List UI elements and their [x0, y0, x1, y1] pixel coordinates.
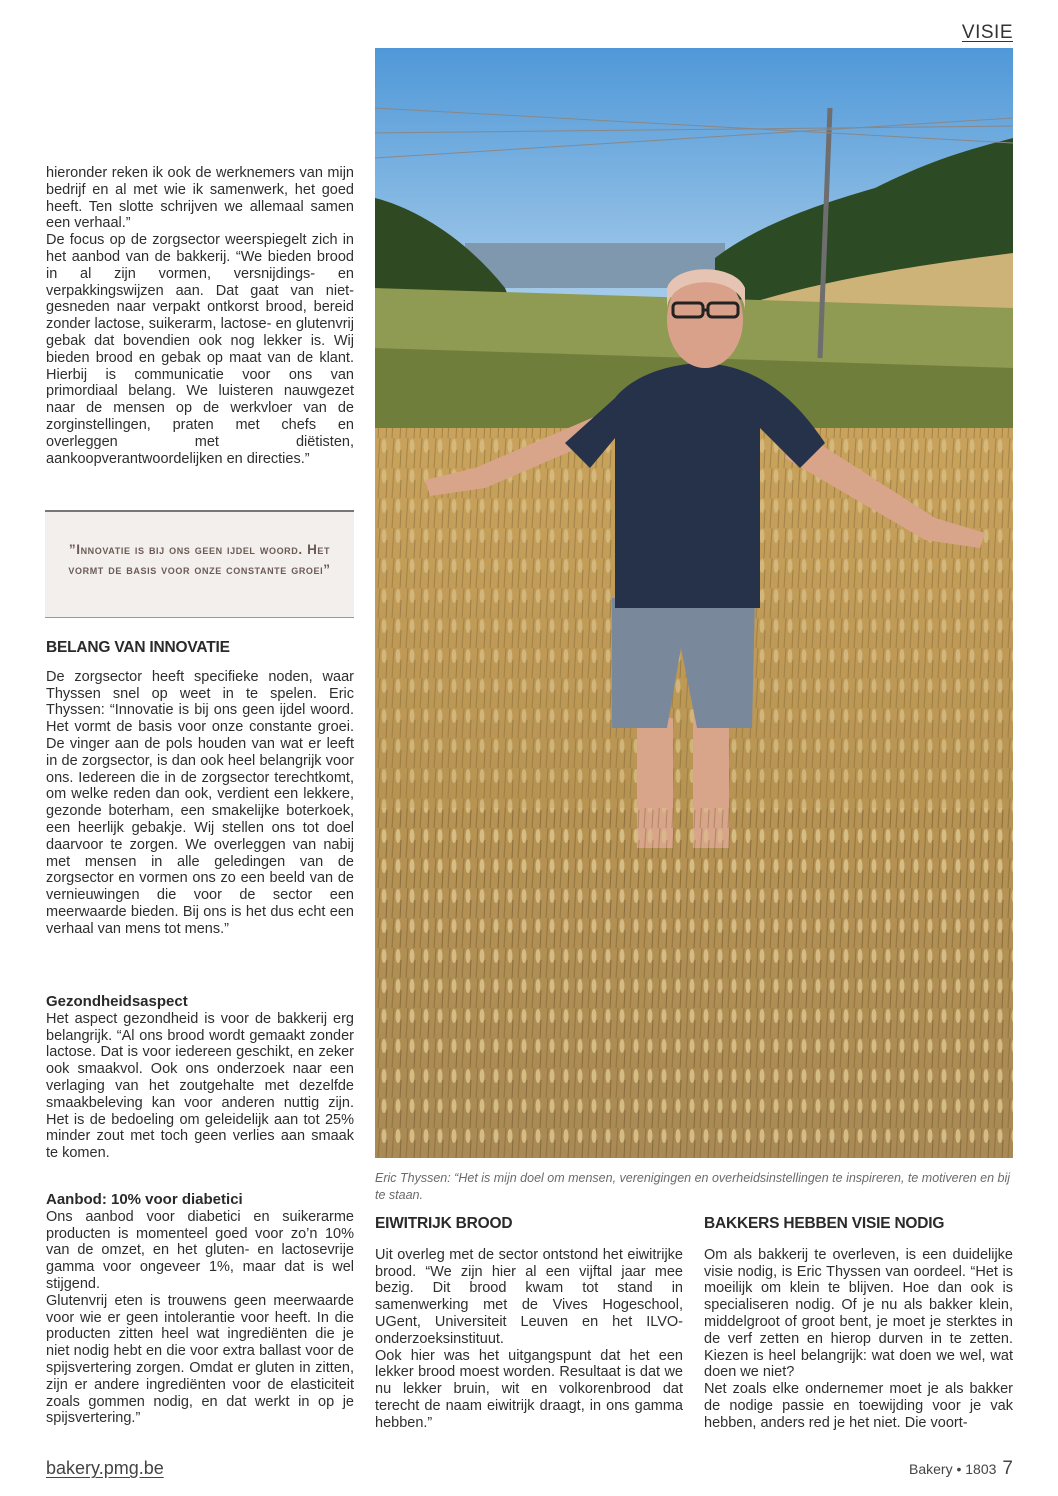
eiwitrijk-section [375, 1216, 683, 1432]
visie-paragraph: Net zoals elke ondernemer moet je als bakker de nodige passie en toewijding voor je vak hebben, anders red je het niet. Die voort- [704, 1381, 1013, 1431]
gezondheid-heading: Gezondheidsaspect [46, 993, 188, 1010]
photo-caption: Eric Thyssen: “Het is mijn doel om mensen, verenigingen en overheidsinstellingen te inspireren, te motiveren en bij te staan. [375, 1171, 1011, 1202]
visie-heading: BAKKERS HEBBEN VISIE NODIG [704, 1215, 945, 1232]
innovatie-text: De zorgsector heeft specifieke noden, waar Thyssen snel op weet in te spelen. Eric Thyssen: “Innovatie is bij ons geen ijdel woord. Het vormt de basis voor onze constante groei. De vinger aan de pols houden van wat er leeft in de zorgsector, is dan ook heel belangrijk voor ons. Iedereen die in de zorgsector terechtkomt, om welke reden dan ook, verdient een lekkere, gezonde boterham, een smakelijke boterkoek, een heerlijk gebakje. Wij stellen ons tot doel daarvoor te zorgen. We overleggen van nabij met mensen in alle geledingen van de zorgsector en vormen ons zo een beeld van de vernieuwingen die voor de sector een meerwaarde bieden. Bij ons is het dus echt een verhaal van mens tot mens.” [46, 668, 354, 937]
innovatie-section [46, 640, 354, 938]
magazine-issue: Bakery • 1803 [909, 1461, 997, 1477]
pull-quote: ”Innovatie is bij ons geen ijdel woord. Het vormt de basis voor onze constante groei” [45, 510, 354, 618]
visie-paragraph: Om als bakkerij te overleven, is een duidelijke visie nodig, is Eric Thyssen van oordeel. “Het is moeilijk om klein te blijven. Hoe dan ook is specialiseren nodig. Of je nu als bakker klein, middelgroot of groot bent, je moet je sterktes in de verf zetten en hierop durven in te zetten. Kiezen is heel belangrijk: wat doen we wel, wat doen we niet? [704, 1246, 1013, 1381]
website-link[interactable]: bakery.pmg.be [46, 1458, 164, 1478]
innovatie-heading: BELANG VAN INNOVATIE [46, 639, 230, 656]
aanbod-paragraph: Ons aanbod voor diabetici en suikerarme producten is momenteel goed voor zo’n 10% van de omzet, en het gluten- en lactosevrije gamma voor ongeveer 1%, maar dat is wel stijgend. [46, 1208, 354, 1292]
intro-paragraph: hieronder reken ik ook de werknemers van mijn bedrijf en al met wie ik samenwerk, het goed heeft. Ten slotte schrijven we allemaal samen een verhaal.” [46, 165, 354, 232]
photo-man-in-wheat-field [375, 48, 1013, 1158]
page-number: 7 [1002, 1458, 1013, 1479]
aanbod-heading: Aanbod: 10% voor diabetici [46, 1191, 243, 1208]
intro-text [46, 165, 354, 467]
section-tag: VISIE [961, 22, 1013, 43]
gezondheid-text: Het aspect gezondheid is voor de bakkerij erg belangrijk. “Al ons brood wordt gemaakt zonder lactose. Dat is voor iedereen geschikt, en zeker ook smaakvol. Ook ons onderzoek naar een verlaging van het zoutgehalte met dezelfde smaakbeleving kan voor anderen nuttig zijn. Het is de bedoeling om geleidelijk aan tot 25% minder zout met toch geen verlies aan smaak te komen. [46, 1010, 354, 1162]
eiwitrijk-heading: EIWITRIJK BROOD [375, 1215, 513, 1232]
page-footer [909, 1458, 1013, 1480]
eiwitrijk-paragraph: Uit overleg met de sector ontstond het eiwitrijke brood. “We zijn hier al een vijftal jaar mee bezig. Dit brood kwam tot stand in samenwerking met de Vives Hogeschool, UGent, Universiteit Leuven en het ILVO-onderzoeksinstituut. [375, 1246, 683, 1347]
photo-illustration [375, 48, 1013, 1158]
visie-section [704, 1216, 1013, 1432]
aanbod-paragraph: Glutenvrij eten is trouwens geen meerwaarde voor wie er geen intolerantie voor heeft. In die producten zitten heel wat ingrediënten die je niet nodig hebt en die voor extra ballast voor de spijsvertering zorgen. Omdat er gluten in zitten, zijn er andere ingrediënten voor de elasticiteit zoals gommen nodig, en dat werkt in op je spijsvertering.” [46, 1292, 354, 1427]
intro-paragraph: De focus op de zorgsector weerspiegelt zich in het aanbod van de bakkerij. “We bieden brood in al zijn vormen, versnijdings- en verpakkingswijzen aan. Dat gaat van niet-gesneden naar verpakt ontkorst brood, bereid zonder lactose, suikerarm, lactose- en glutenvrij gebak dat bovendien ook nog lekker is. Wij bieden brood en gebak op maat van de klant. Hierbij is communicatie voor ons van primordiaal belang. We luisteren nauwgezet naar de mensen op de werkvloer van de zorginstellingen, praten met chefs en overleggen met diëtisten, aankoopverantwoordelijken en directies.” [46, 232, 354, 467]
aanbod-section [46, 1192, 354, 1427]
gezondheid-section [46, 994, 354, 1162]
eiwitrijk-paragraph: Ook hier was het uitgangspunt dat het een lekker brood moest worden. Resultaat is dat we nu lekker bruin, wit en volkorenbrood dat terecht de naam eiwitrijk draagt, in ons gamma hebben.” [375, 1347, 683, 1431]
